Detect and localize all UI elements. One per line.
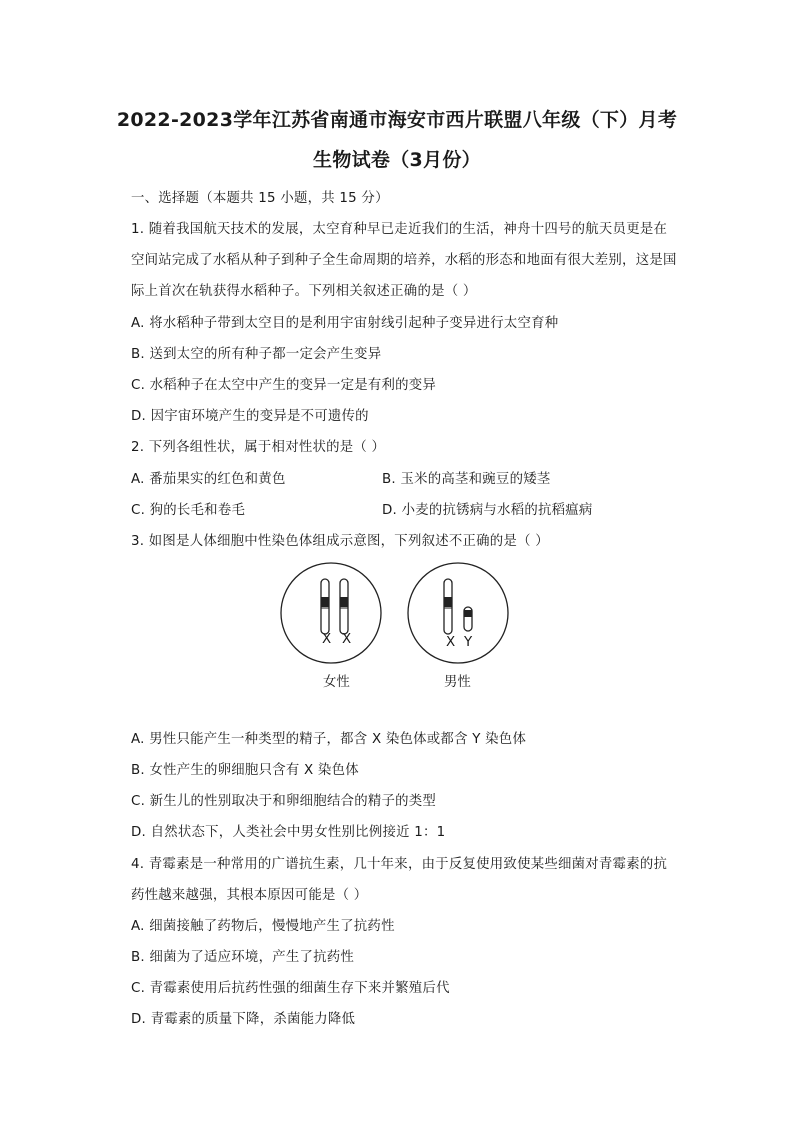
option-a[interactable]: A. 细菌接触了药物后，慢慢地产生了抗药性: [131, 919, 395, 934]
chromosome-label-x: X: [342, 632, 352, 647]
option-d[interactable]: D. 小麦的抗锈病与水稻的抗稻瘟病: [382, 503, 593, 518]
sex-chromosome-figure: [276, 553, 516, 695]
question-stem-line: 际上首次在轨获得水稻种子。下列相关叙述正确的是（ ）: [131, 284, 477, 299]
option-c[interactable]: C. 新生儿的性别取决于和卵细胞结合的精子的类型: [131, 794, 437, 809]
option-d[interactable]: D. 自然状态下，人类社会中男女性别比例接近 1：1: [131, 825, 446, 840]
option-c[interactable]: C. 水稻种子在太空中产生的变异一定是有利的变异: [131, 378, 437, 393]
question-stem-line: 药性越来越强，其根本原因可能是（ ）: [131, 888, 368, 903]
y-chromosome: [464, 607, 472, 631]
option-a[interactable]: A. 番茄果实的红色和黄色: [131, 472, 286, 487]
chromosome-label-y: Y: [464, 635, 473, 650]
option-d[interactable]: D. 青霉素的质量下降，杀菌能力降低: [131, 1012, 356, 1027]
question-stem-line: 2. 下列各组性状，属于相对性状的是（ ）: [131, 440, 386, 455]
exam-title-line1: 2022-2023学年江苏省南通市海安市西片联盟八年级（下）月考: [116, 109, 678, 131]
male-caption: 男性: [444, 675, 471, 690]
female-cell-circle: [281, 563, 381, 663]
option-b[interactable]: B. 玉米的高茎和豌豆的矮茎: [382, 472, 551, 487]
question-stem-line: 4. 青霉素是一种常用的广谱抗生素，几十年来，由于反复使用致使某些细菌对青霉素的抗: [131, 857, 668, 872]
female-caption: 女性: [323, 675, 350, 690]
chromosome-label-x: X: [322, 632, 332, 647]
male-cell-circle: [408, 563, 508, 663]
x-chromosome: [321, 579, 329, 634]
option-b[interactable]: B. 送到太空的所有种子都一定会产生变异: [131, 347, 382, 362]
x-chromosome: [444, 579, 452, 634]
option-c[interactable]: C. 狗的长毛和卷毛: [131, 503, 246, 518]
chromosome-label-x: X: [446, 635, 456, 650]
option-a[interactable]: A. 将水稻种子带到太空目的是利用宇宙射线引起种子变异进行太空育种: [131, 316, 559, 331]
male-cell-diagram: [408, 563, 508, 663]
section-heading: 一、选择题（本题共 15 小题，共 15 分）: [131, 191, 389, 206]
option-d[interactable]: D. 因宇宙环境产生的变异是不可遗传的: [131, 409, 369, 424]
question-stem-line: 3. 如图是人体细胞中性染色体组成示意图，下列叙述不正确的是（ ）: [131, 534, 549, 549]
option-b[interactable]: B. 女性产生的卵细胞只含有 X 染色体: [131, 763, 359, 778]
x-chromosome: [340, 579, 348, 634]
female-cell-diagram: [281, 563, 381, 663]
option-a[interactable]: A. 男性只能产生一种类型的精子，都含 X 染色体或都含 Y 染色体: [131, 732, 527, 747]
exam-title-line2: 生物试卷（3月份）: [313, 149, 481, 171]
option-b[interactable]: B. 细菌为了适应环境，产生了抗药性: [131, 950, 355, 965]
question-stem-line: 空间站完成了水稻从种子到种子全生命周期的培养，水稻的形态和地面有很大差别，这是国: [131, 253, 677, 268]
option-c[interactable]: C. 青霉素使用后抗药性强的细菌生存下来并繁殖后代: [131, 981, 450, 996]
question-stem-line: 1. 随着我国航天技术的发展，太空育种早已走近我们的生活，神舟十四号的航天员更是在: [131, 222, 668, 237]
